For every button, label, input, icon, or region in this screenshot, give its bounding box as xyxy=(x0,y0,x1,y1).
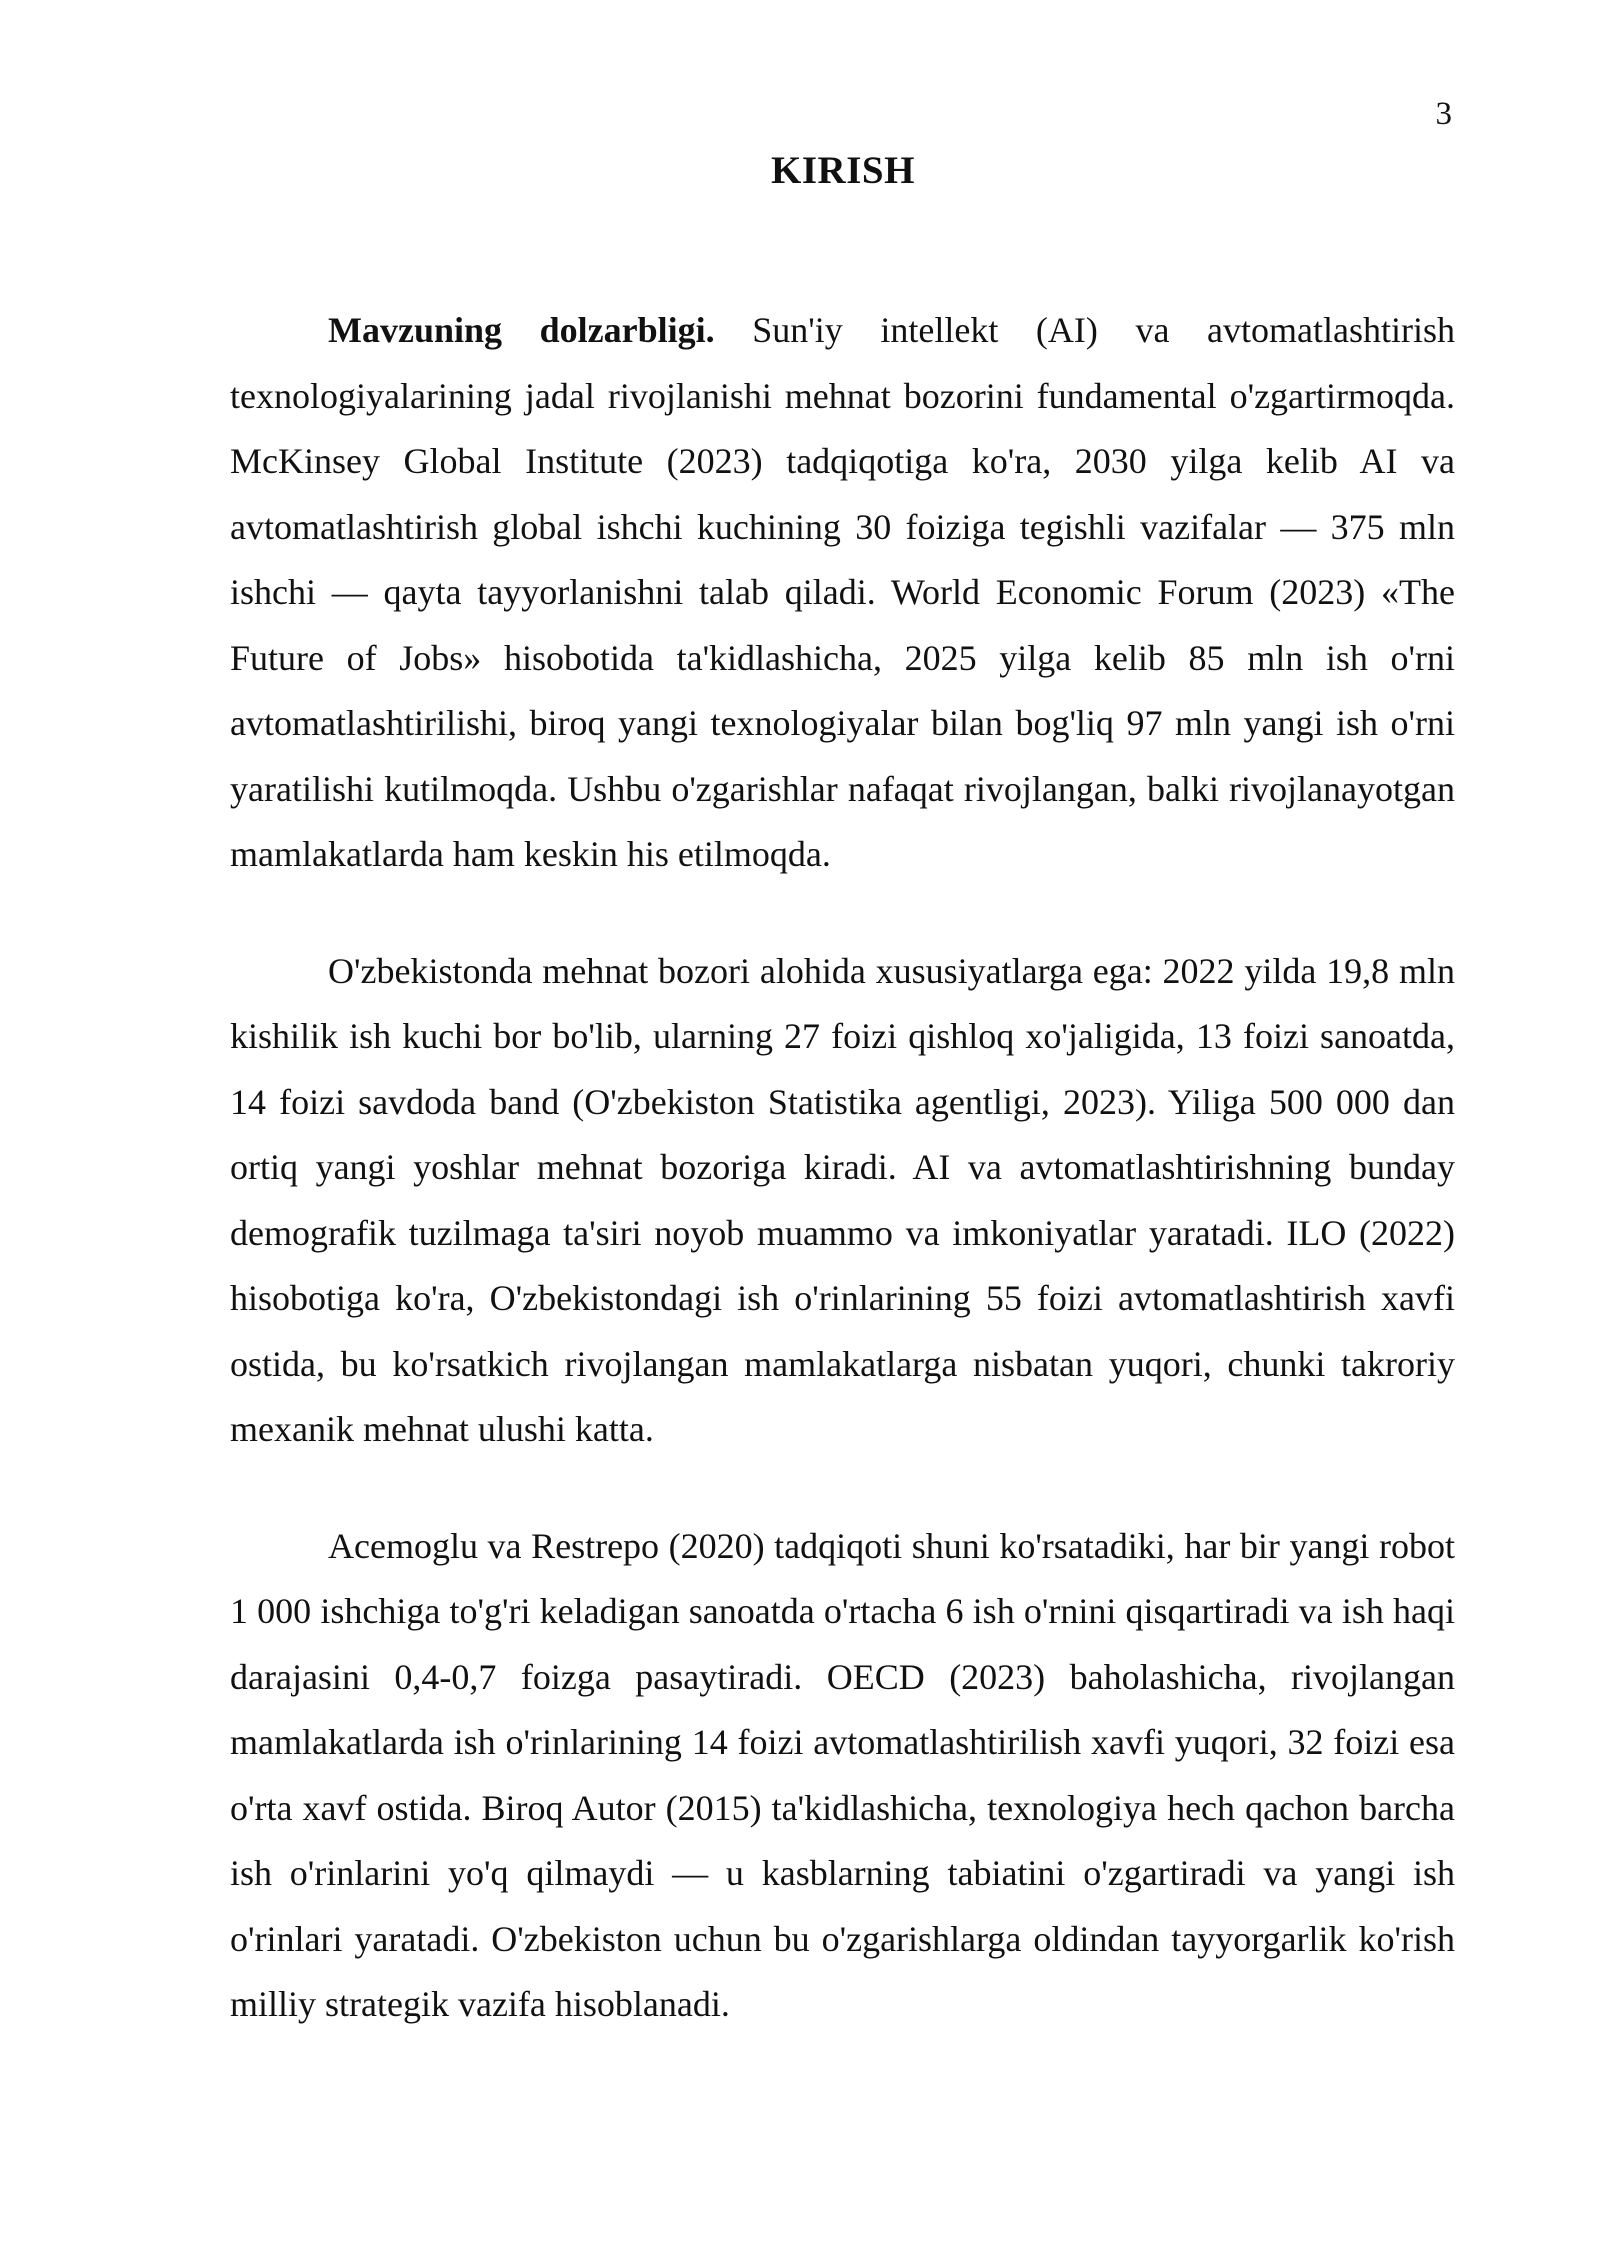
paragraph-automation-research xyxy=(230,1514,1455,2038)
paragraph-text: Acemoglu va Restrepo (2020) tadqiqoti shuni ko'rsatadiki, har bir yangi robot 1 000 ishchiga to'g'ri keladigan sanoatda o'rtacha 6 ish o'rnini qisqartiradi va ish haqi darajasini 0,4-0,7 foizga pasaytiradi. OECD (2023) baholashicha, rivojlangan mamlakatlarda ish o'rinlarining 14 foizi avtomatlashtirilish xavfi yuqori, 32 foizi esa o'rta xavf ostida. Biroq Autor (2015) ta'kidlashicha, texnologiya hech qachon barcha ish o'rinlarini yo'q qilmaydi — u kasblarning tabiatini o'zgartiradi va yangi ish o'rinlari yaratadi. O'zbekiston uchun bu o'zgarishlarga oldindan tayyorgarlik ko'rish milliy strategik vazifa hisoblanadi. xyxy=(230,1525,1455,2024)
page-number: 3 xyxy=(1435,96,1452,132)
section-title: KIRISH xyxy=(771,149,915,192)
paragraph-lead-heading: Mavzuning dolzarbligi. xyxy=(328,310,715,350)
paragraph-text: O'zbekistonda mehnat bozori alohida xususiyatlarga ega: 2022 yilda 19,8 mln kishilik ish kuchi bor bo'lib, ularning 27 foizi qishloq xo'jaligida, 13 foizi sanoatda, 14 foizi savdoda band (O'zbekiston Statistika agentligi, 2023). Yiliga 500 000 dan ortiq yangi yoshlar mehnat bozoriga kiradi. AI va avtomatlashtirishning bunday demografik tuzilmaga ta'siri noyob muammo va imkoniyatlar yaratadi. ILO (2022) hisobotiga ko'ra, O'zbekistondagi ish o'rinlarining 55 foizi avtomatlashtirish xavfi ostida, bu ko'rsatkich rivojlangan mamlakatlarga nisbatan yuqori, chunki takroriy mexanik mehnat ulushi katta. xyxy=(230,950,1455,1449)
document-body xyxy=(230,298,1455,2089)
paragraph-uzbekistan-labor-market xyxy=(230,939,1455,1463)
paragraph-text: Sun'iy intellekt (AI) va avtomatlashtirish texnologiyalarining jadal rivojlanishi mehnat bozorini fundamental o'zgartirmoqda. McKinsey Global Institute (2023) tadqiqotiga ko'ra, 2030 yilga kelib AI va avtomatlashtirish global ishchi kuchining 30 foiziga tegishli vazifalar — 375 mln ishchi — qayta tayyorlanishni talab qiladi. World Economic Forum (2023) «The Future of Jobs» hisobotida ta'kidlashicha, 2025 yilga kelib 85 mln ish o'rni avtomatlashtirilishi, biroq yangi texnologiyalar bilan bog'liq 97 mln yangi ish o'rni yaratilishi kutilmoqda. Ushbu o'zgarishlar nafaqat rivojlangan, balki rivojlanayotgan mamlakatlarda ham keskin his etilmoqda. xyxy=(230,310,1456,874)
paragraph-relevance xyxy=(230,298,1455,888)
